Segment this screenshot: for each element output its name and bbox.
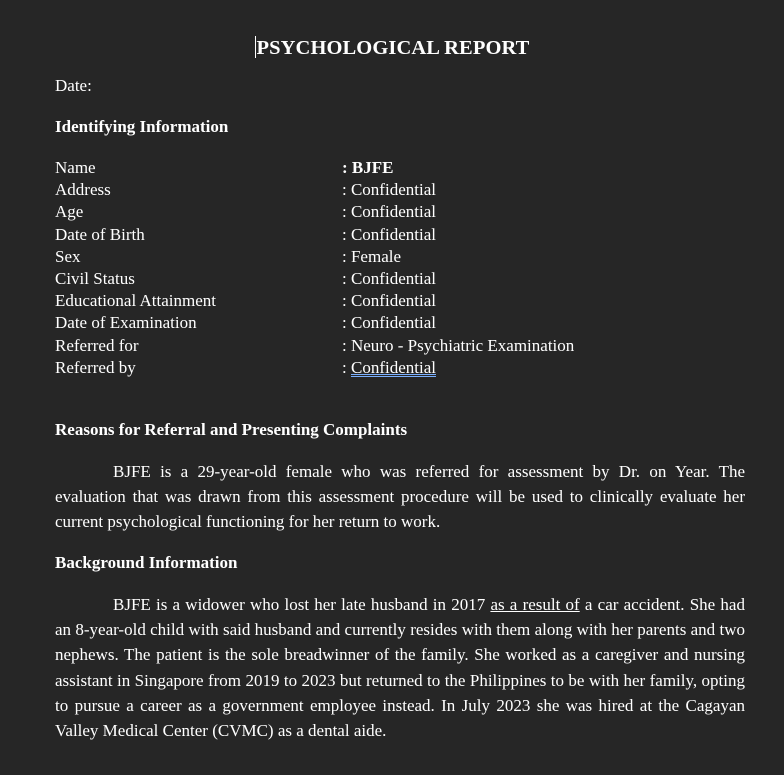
reasons-paragraph: BJFE is a 29-year-old female who was referred for assessment by Dr. on Year. The evaluation that was drawn from this assessment procedure will be used to clinically evaluate her current psychological functioning for her return to work. xyxy=(55,462,745,532)
info-value: : Confidential xyxy=(342,202,436,222)
info-row-address xyxy=(55,180,675,202)
info-row-sex xyxy=(55,247,675,269)
info-label: Address xyxy=(55,180,111,200)
background-heading: Background Information xyxy=(55,553,238,572)
info-value: : Neuro - Psychiatric Examination xyxy=(342,335,575,355)
info-row-age xyxy=(55,202,675,224)
flagged-word[interactable]: Confidential xyxy=(350,357,436,377)
date-label: Date: xyxy=(55,76,92,95)
report-title xyxy=(0,36,784,60)
info-row-educational-attainment xyxy=(55,291,675,313)
info-value xyxy=(342,158,393,178)
info-row-date-of-examination xyxy=(55,313,675,335)
info-row-civil-status xyxy=(55,269,675,291)
reasons-heading: Reasons for Referral and Presenting Complaints xyxy=(55,420,408,439)
background-text-1: BJFE is a widower who lost her late husband in 2017 xyxy=(113,595,491,614)
info-value xyxy=(342,358,436,378)
info-value-name: : BJFE xyxy=(342,158,394,177)
info-value: : Female xyxy=(342,246,402,266)
report-title-text: PSYCHOLOGICAL REPORT xyxy=(256,37,530,59)
info-row-referred-for xyxy=(55,336,675,358)
info-value: : Confidential xyxy=(342,291,436,311)
identifying-info-table xyxy=(55,158,675,380)
info-label: Age xyxy=(55,202,84,222)
info-label: Date of Birth xyxy=(55,224,145,244)
info-value: : Confidential xyxy=(342,268,436,288)
text-cursor xyxy=(255,36,256,58)
info-row-date-of-birth xyxy=(55,225,675,247)
info-row-name xyxy=(55,158,675,180)
info-value: : Confidential xyxy=(342,180,436,200)
info-label: Name xyxy=(55,158,96,177)
info-label: Date of Examination xyxy=(55,313,197,333)
info-label: Referred for xyxy=(55,335,139,355)
identifying-info-heading: Identifying Information xyxy=(55,117,229,136)
info-label: Educational Attainment xyxy=(55,291,216,311)
info-row-referred-by xyxy=(55,358,675,380)
info-value: : Confidential xyxy=(342,224,436,244)
info-value: : Confidential xyxy=(342,313,436,333)
background-text-2: a car accident. She had an 8-year-old child with said husband and currently resides with them along with her parents and two nephews. The patient is the sole breadwinner of the family. She worked as a caregiver and nursing assistant in Singapore from 2019 to 2023 but returned to the Philippines to be with her family, opting to pursue a career as a government employee instead. In July 2023 she was hired at the Cagayan Valley Medical Center (CVMC) as a dental aide. xyxy=(55,595,745,741)
info-label: Sex xyxy=(55,246,81,266)
info-label: Civil Status xyxy=(55,268,135,288)
info-value-prefix: : xyxy=(342,357,351,377)
info-label: Referred by xyxy=(55,357,136,377)
background-paragraph xyxy=(55,592,745,743)
grammar-flagged-phrase[interactable]: as a result of xyxy=(490,595,580,614)
